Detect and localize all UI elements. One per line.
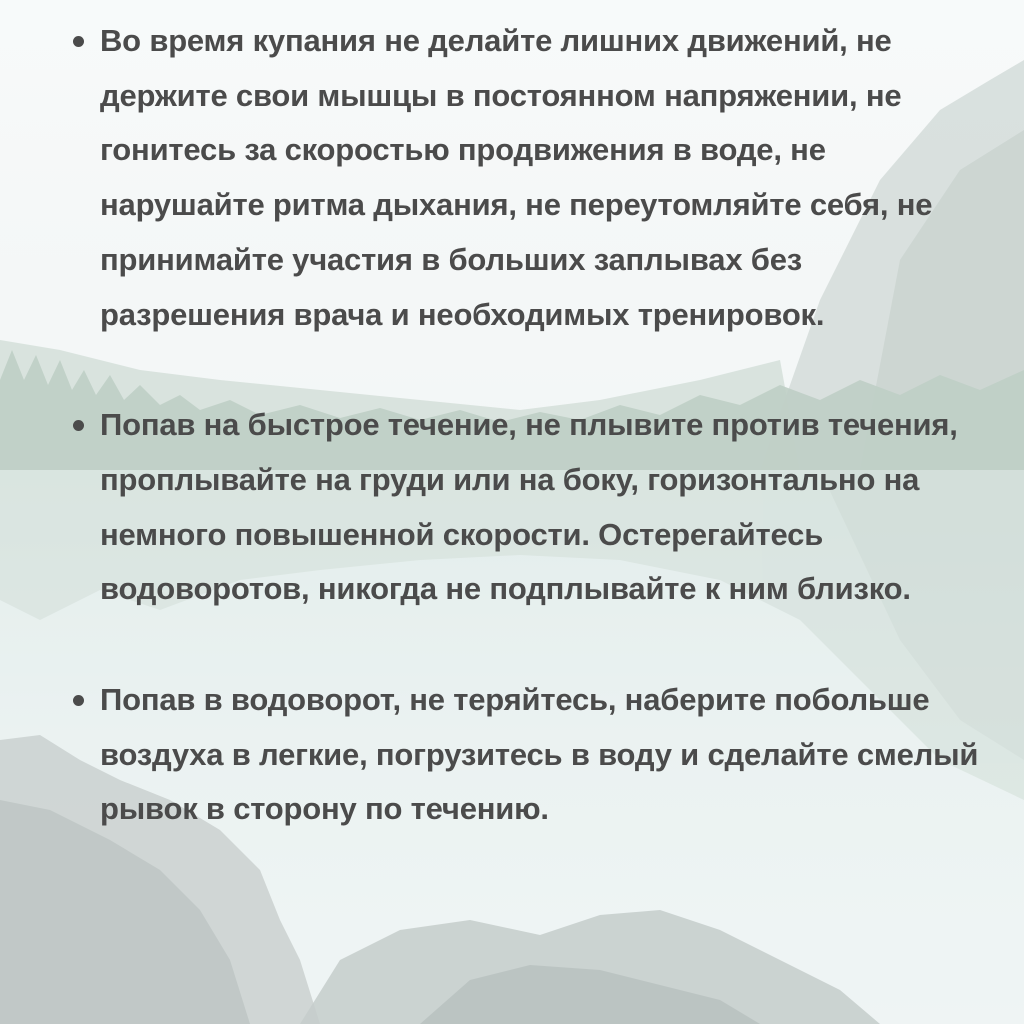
bullet-icon: [73, 695, 84, 706]
tip-item: [100, 398, 980, 617]
tip-text: Попав в водоворот, не теряйтесь, наберите побольше воздуха в легкие, погрузитесь в воду и сделайте смелый рывок в сторону по течению.: [100, 682, 979, 827]
tips-content: [100, 14, 980, 837]
tip-text: Попав на быстрое течение, не плывите против течения, проплывайте на груди или на боку, горизонтально на немного повышенной скорости. Остерегайтесь водоворотов, никогда не подплывайте к ним близко.: [100, 407, 958, 607]
tip-item: [100, 14, 980, 342]
tip-item: [100, 673, 980, 837]
tip-text: Во время купания не делайте лишних движений, не держите свои мышцы в постоянном напряжении, не гонитесь за скоростью продвижения в воде, не нарушайте ритма дыхания, не переутомляйте себя, не принимайте участия в больших заплывах без разрешения врача и необходимых тренировок.: [100, 23, 933, 332]
bullet-icon: [73, 36, 84, 47]
tips-list: [100, 14, 980, 837]
